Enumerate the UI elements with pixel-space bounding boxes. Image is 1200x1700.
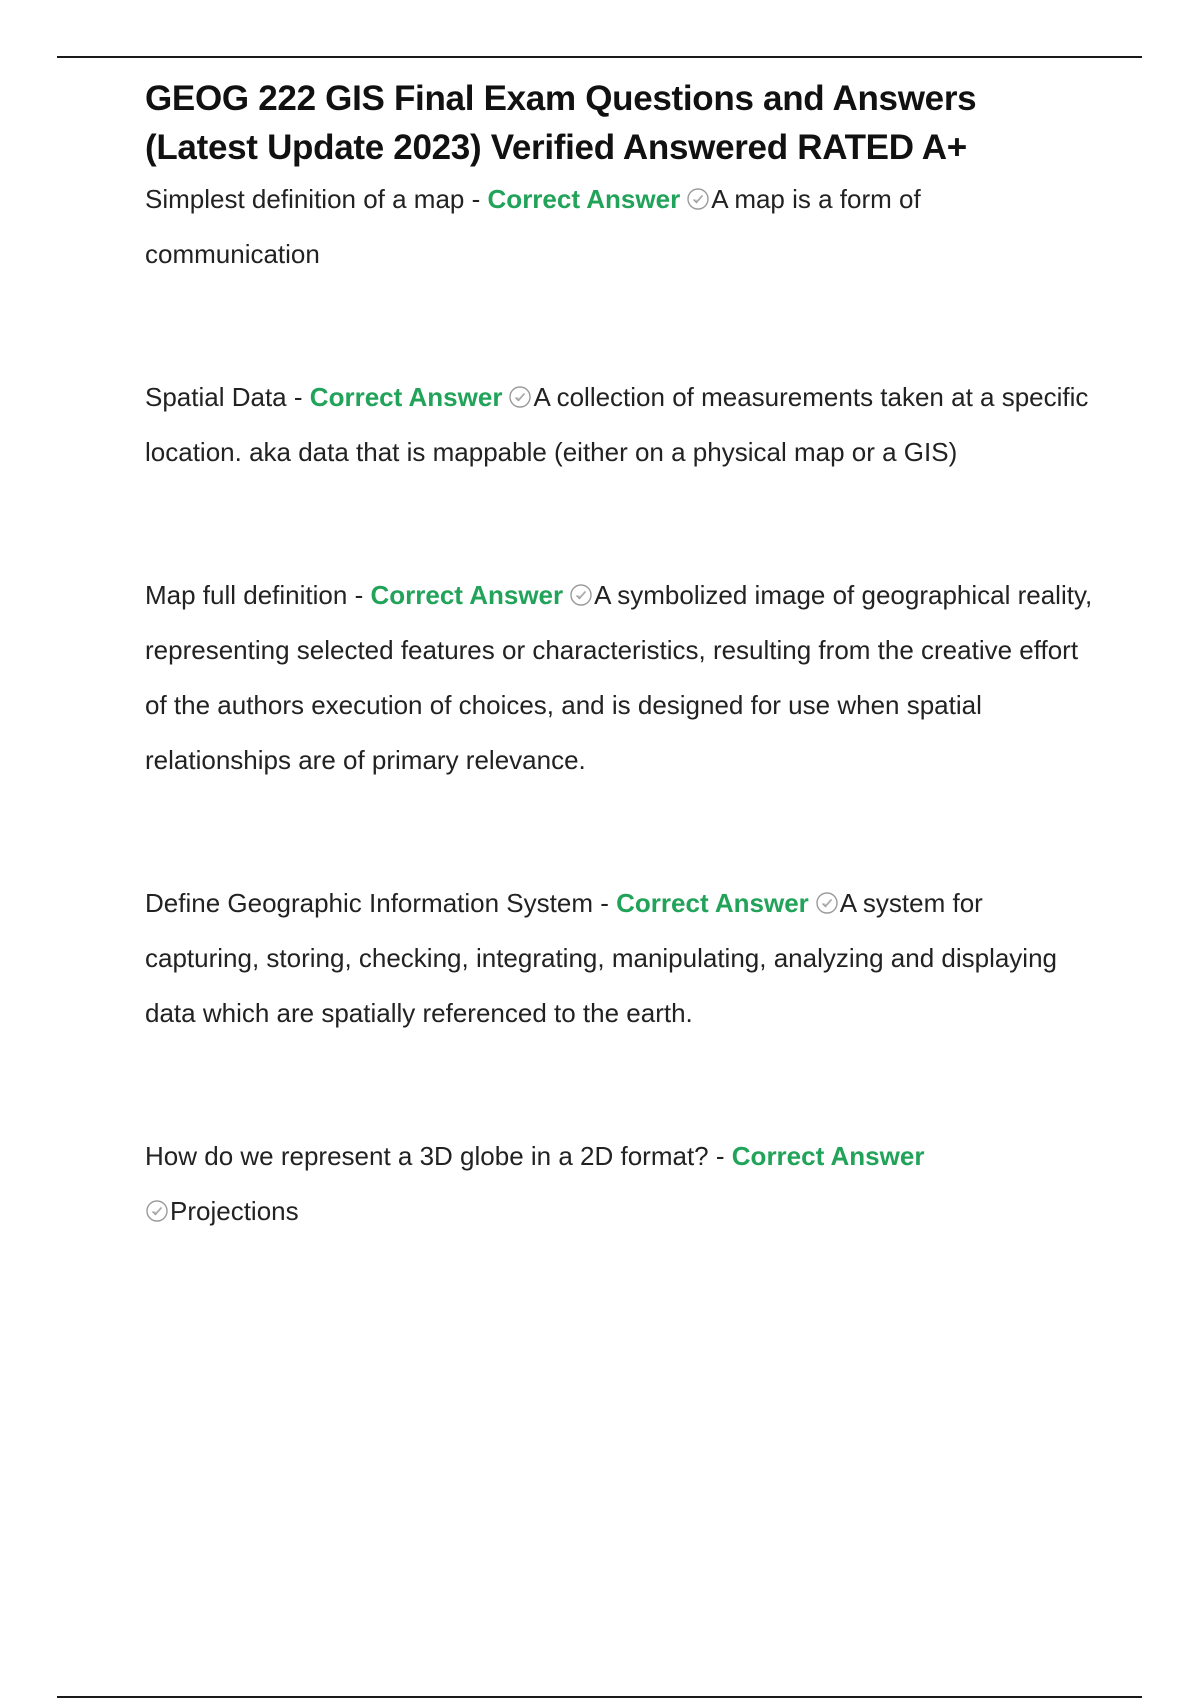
check-circle-icon (815, 891, 839, 915)
qa-item-4 (145, 876, 1095, 1041)
separator: - (715, 1141, 725, 1171)
question-text: How do we represent a 3D globe in a 2D format? (145, 1141, 709, 1171)
document-title: GEOG 222 GIS Final Exam Questions and Answers (Latest Update 2023) Verified Answered RATED A+ (145, 79, 977, 167)
document-body (145, 74, 1095, 1239)
answer-text: A collection of measurements taken at a specific location. aka data that is mappable (either on a physical map or a GIS) (145, 382, 1089, 467)
check-circle-icon (508, 385, 532, 409)
answer-text: A system for capturing, storing, checking, integrating, manipulating, analyzing and displaying data which are spatially referenced to the earth. (145, 888, 1058, 1028)
separator: - (293, 382, 303, 412)
correct-answer-label: Correct Answer (370, 580, 564, 610)
qa-item-1 (145, 172, 1095, 282)
question-text: Map full definition (145, 580, 348, 610)
qa-item-5 (145, 1129, 1095, 1239)
check-circle-icon (145, 1199, 169, 1223)
separator: - (354, 580, 364, 610)
answer-text: A map is a form of communication (145, 184, 921, 269)
separator: - (471, 184, 481, 214)
qa-item-3 (145, 568, 1095, 788)
separator: - (600, 888, 609, 918)
question-text: Spatial Data (145, 382, 287, 412)
bottom-rule (57, 1696, 1142, 1698)
correct-answer-label: Correct Answer (487, 184, 681, 214)
check-circle-icon (569, 583, 593, 607)
question-text: Simplest definition of a map (145, 184, 465, 214)
qa-item-2 (145, 370, 1095, 480)
top-rule (57, 56, 1142, 58)
correct-answer-label: Correct Answer (309, 382, 503, 412)
answer-text: A symbolized image of geographical reality, representing selected features or characteristics, resulting from the creative effort of the authors execution of choices, and is designed for use when spatial relationships are of primary relevance. (145, 580, 1093, 775)
question-text: Define Geographic Information System (145, 888, 593, 918)
correct-answer-label: Correct Answer (731, 1141, 925, 1171)
check-circle-icon (686, 187, 710, 211)
answer-text: Projections (170, 1196, 299, 1226)
correct-answer-label: Correct Answer (616, 888, 809, 918)
